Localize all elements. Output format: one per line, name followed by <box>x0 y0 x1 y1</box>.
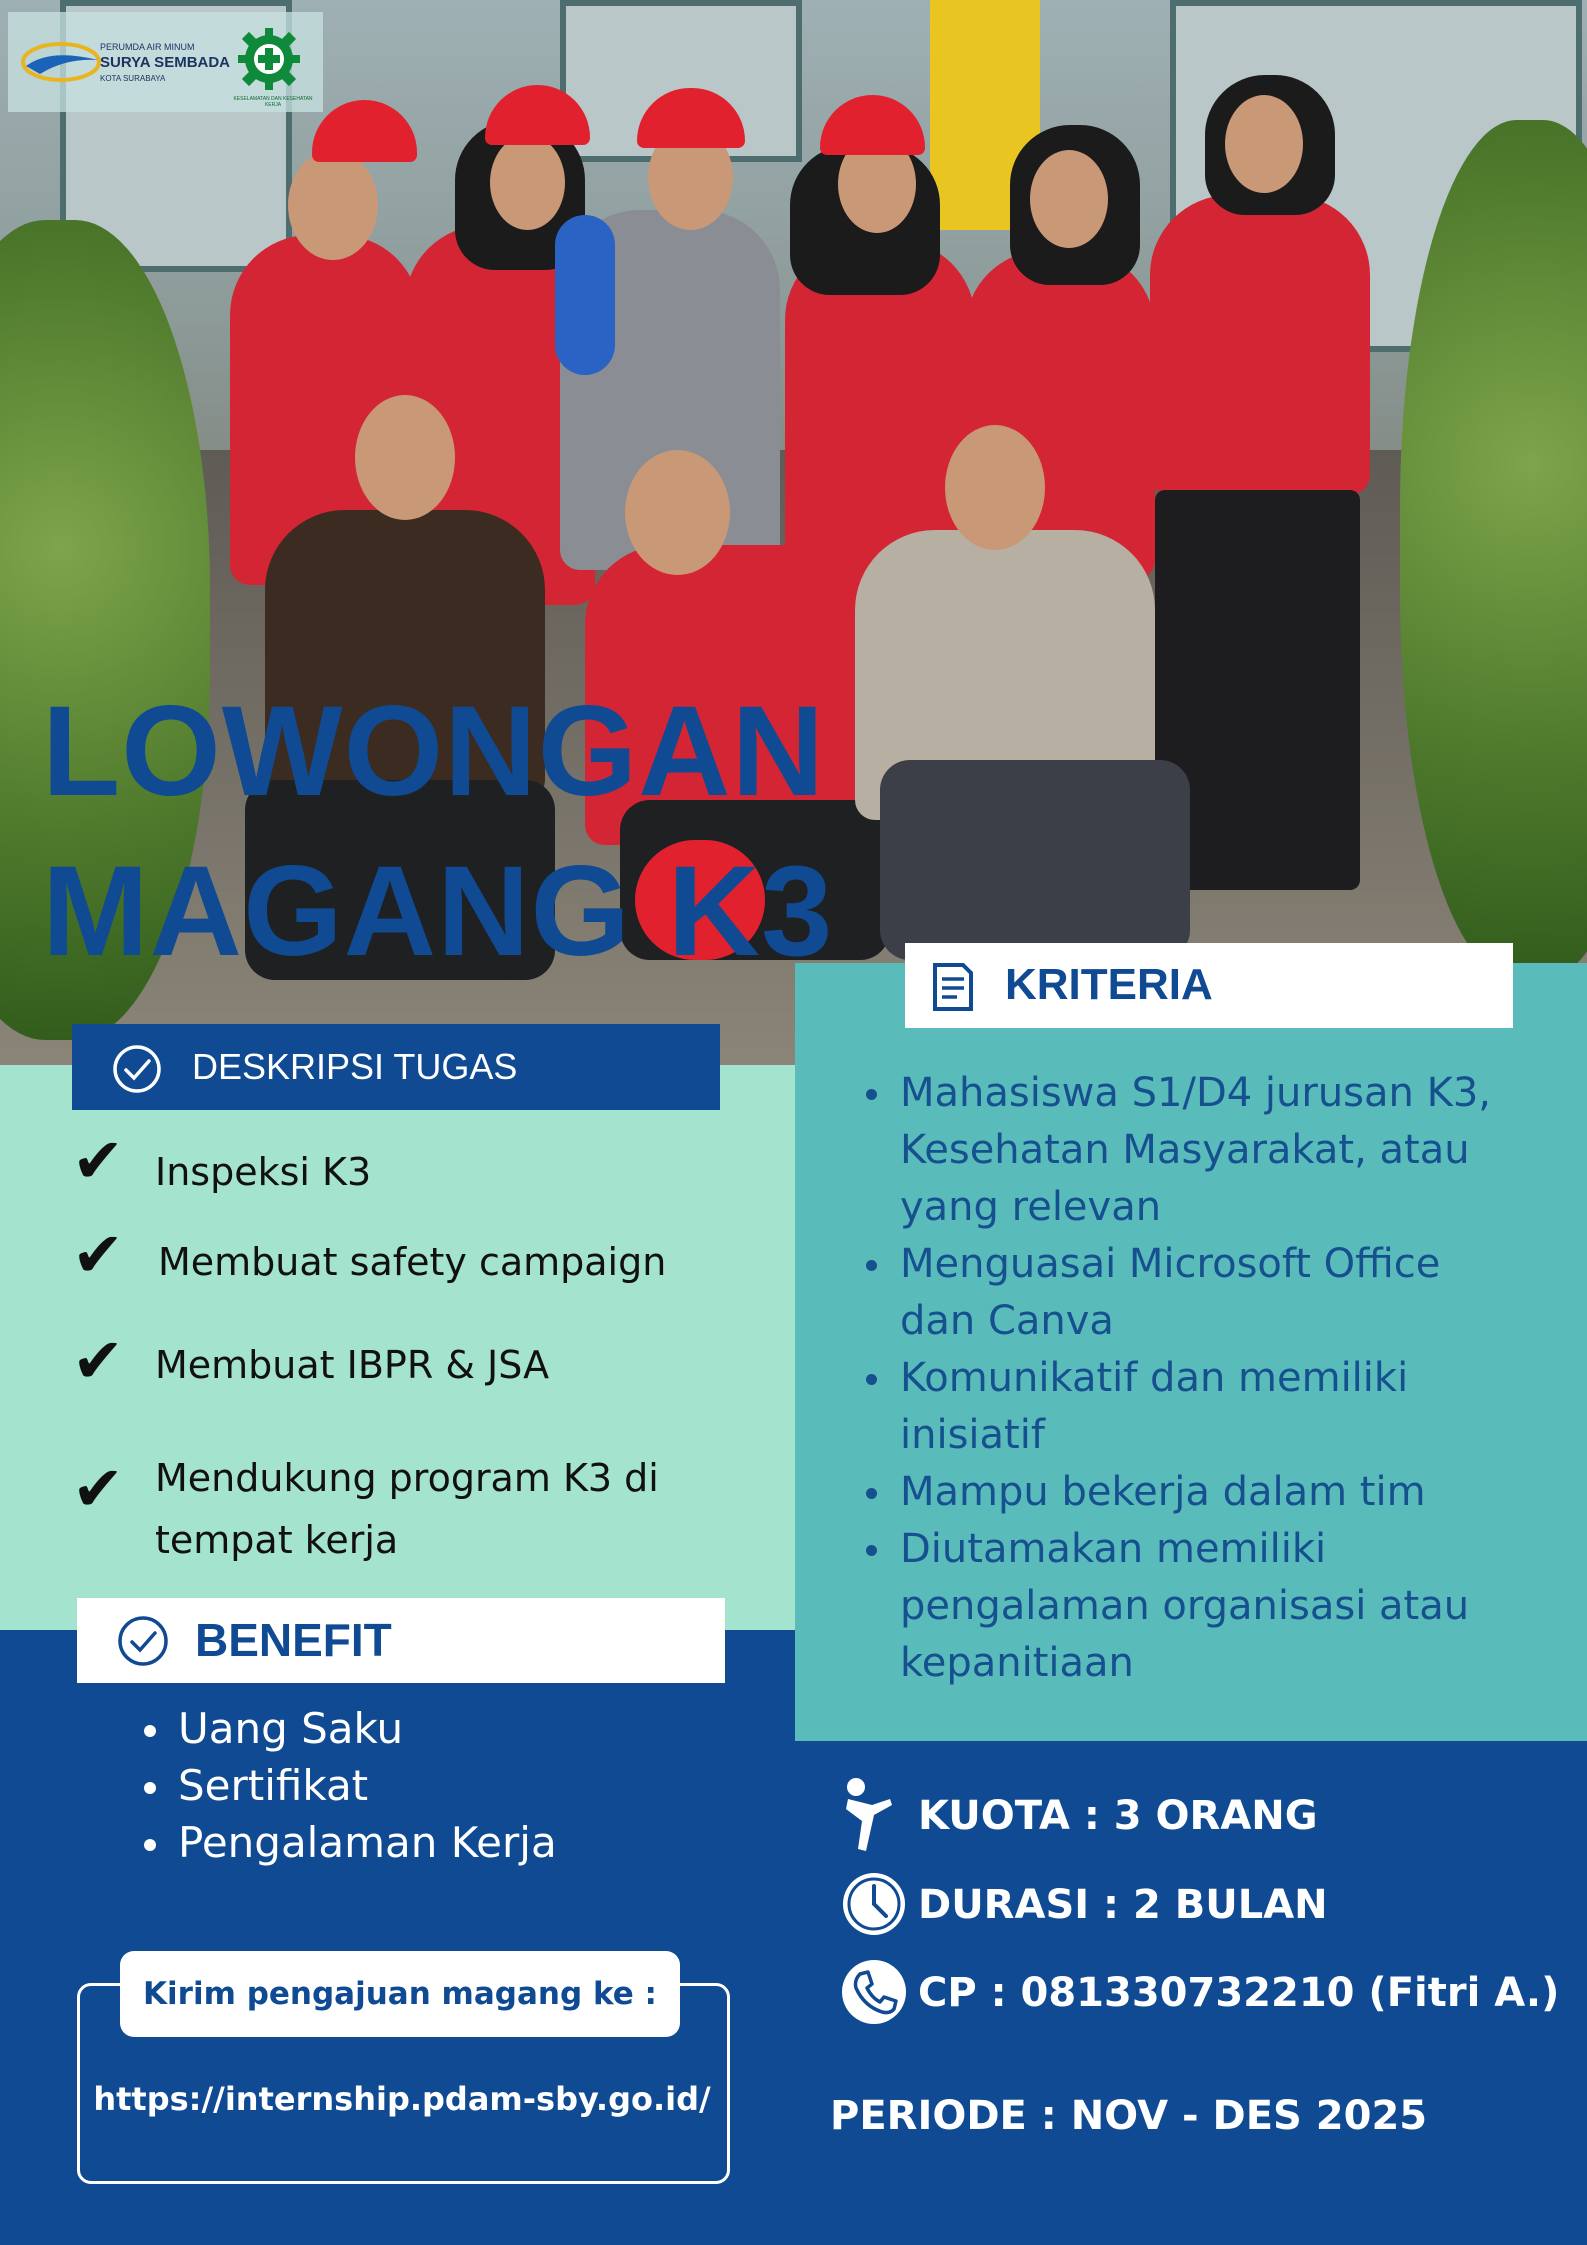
clock-icon <box>840 1870 908 1938</box>
benefit-list <box>140 1700 740 1871</box>
benefit-item: Uang Saku <box>140 1700 740 1757</box>
kriteria-item: Komunikatif dan memiliki inisiatif <box>862 1350 1562 1464</box>
checkmark-icon: ✔ <box>72 1218 124 1291</box>
task-item-1: Inspeksi K3 <box>155 1150 372 1194</box>
title-line-2: MAGANG K3 <box>42 840 834 983</box>
kriteria-item: Menguasai Microsoft Office dan Canva <box>862 1236 1562 1350</box>
check-circle-icon <box>117 1615 169 1667</box>
kuota-text: KUOTA : 3 ORANG <box>918 1793 1318 1839</box>
kriteria-item: Diutamakan memiliki pengalaman organisasi atau kepanitiaan <box>862 1521 1562 1692</box>
kriteria-heading-label: KRITERIA <box>1005 960 1213 1009</box>
checkmark-icon: ✔ <box>72 1452 124 1525</box>
k3-emblem-icon <box>236 26 302 92</box>
benefit-item: Sertifikat <box>140 1757 740 1814</box>
submit-label: Kirim pengajuan magang ke : <box>120 1951 680 2037</box>
phone-icon <box>840 1958 908 2026</box>
person-icon <box>842 1777 897 1852</box>
benefit-heading <box>77 1598 725 1683</box>
task-item-4b: tempat kerja <box>155 1518 399 1562</box>
logo-block <box>8 12 323 112</box>
company-small: PERUMDA AIR MINUM <box>100 42 195 52</box>
company-city: KOTA SURABAYA <box>100 74 166 83</box>
periode-text: PERIODE : NOV - DES 2025 <box>830 2093 1428 2139</box>
submit-url-link[interactable]: https://internship.pdam-sby.go.id/ <box>93 2080 711 2118</box>
cp-text: CP : 081330732210 (Fitri A.) <box>918 1970 1560 2016</box>
task-item-4: Mendukung program K3 di <box>155 1456 659 1500</box>
title-line-1: LOWONGAN <box>42 680 825 823</box>
kriteria-list <box>862 1065 1562 1692</box>
page-title <box>42 672 942 992</box>
benefit-item: Pengalaman Kerja <box>140 1814 740 1871</box>
k3-emblem-text: KESELAMATAN DAN KESEHATAN KERJA <box>233 96 313 108</box>
benefit-heading-label: BENEFIT <box>195 1614 392 1666</box>
water-logo-icon <box>20 34 102 90</box>
deskripsi-heading <box>72 1024 720 1110</box>
kriteria-item: Mampu bekerja dalam tim <box>862 1464 1562 1521</box>
document-icon <box>931 961 975 1013</box>
deskripsi-heading-label: DESKRIPSI TUGAS <box>192 1046 518 1087</box>
company-name: SURYA SEMBADA <box>100 54 231 71</box>
durasi-text: DURASI : 2 BULAN <box>918 1882 1328 1928</box>
check-circle-icon <box>112 1044 162 1094</box>
checkmark-icon: ✔ <box>72 1324 124 1397</box>
task-item-2: Membuat safety campaign <box>158 1240 667 1284</box>
checkmark-icon: ✔ <box>72 1124 124 1197</box>
kriteria-heading <box>905 943 1513 1028</box>
task-item-3: Membuat IBPR & JSA <box>155 1343 550 1387</box>
kriteria-item: Mahasiswa S1/D4 jurusan K3, Kesehatan Masyarakat, atau yang relevan <box>862 1065 1562 1236</box>
